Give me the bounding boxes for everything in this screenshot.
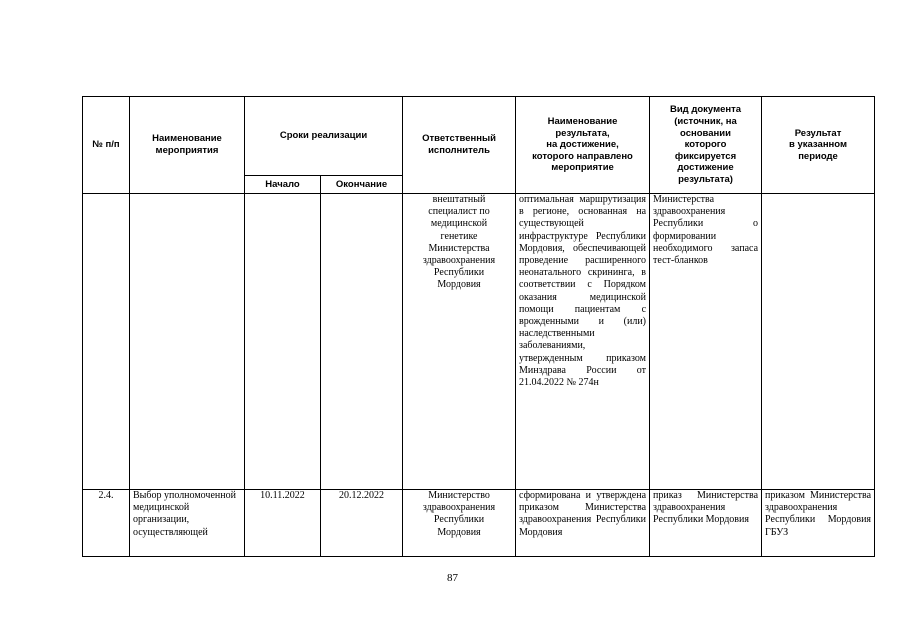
row-responsible: внештатный специалист по медицинской генетике Министерства здравоохранения Республики Мордовия [403, 194, 516, 490]
row-name [130, 194, 245, 490]
page-number: 87 [447, 572, 458, 584]
row-end [321, 194, 403, 490]
row-name: Выбор уполномоченной медицинской организации, осуществляющей [130, 490, 245, 557]
table-row [83, 194, 875, 490]
header-doc-type: Вид документа (источник, на основании которого фиксируется достижение результата) [650, 97, 762, 194]
header-result: Результат в указанном периоде [762, 97, 875, 194]
header-result-name: Наименование результата, на достижение, которого направлено мероприятие [516, 97, 650, 194]
row-responsible: Министерство здравоохранения Республики Мордовия [403, 490, 516, 557]
row-doc-type: Министерства здравоохранения Республики о формировании необходимого запаса тест-бланков [650, 194, 762, 490]
header-terms: Сроки реализации [245, 97, 403, 176]
row-start [245, 194, 321, 490]
row-result-name: оптимальная маршрутизация в регионе, основанная на существующей инфраструктуре Республики Мордовия, обеспечивающей проведение расширенного неонатального скрининга, в соответствии с Порядком оказания медицинской помощи пациентам с врожденными и (или) наследственными заболеваниями, утвержденным приказом Минздрава России от 21.04.2022 № 274н [516, 194, 650, 490]
header-start: Начало [245, 176, 321, 194]
row-result: приказом Министерства здравоохранения Республики Мордовия ГБУЗ [762, 490, 875, 557]
header-end: Окончание [321, 176, 403, 194]
header-name: Наименование мероприятия [130, 97, 245, 194]
header-num: № п/п [83, 97, 130, 194]
header-responsible: Ответственный исполнитель [403, 97, 516, 194]
row-doc-type: приказ Министерства здравоохранения Республики Мордовия [650, 490, 762, 557]
row-num [83, 194, 130, 490]
activities-table [82, 96, 875, 557]
row-num: 2.4. [83, 490, 130, 557]
table-header [83, 97, 875, 194]
row-start: 10.11.2022 [245, 490, 321, 557]
row-end: 20.12.2022 [321, 490, 403, 557]
row-result-name: сформирована и утверждена приказом Министерства здравоохранения Республики Мордовия [516, 490, 650, 557]
table-row [83, 490, 875, 557]
row-result [762, 194, 875, 490]
